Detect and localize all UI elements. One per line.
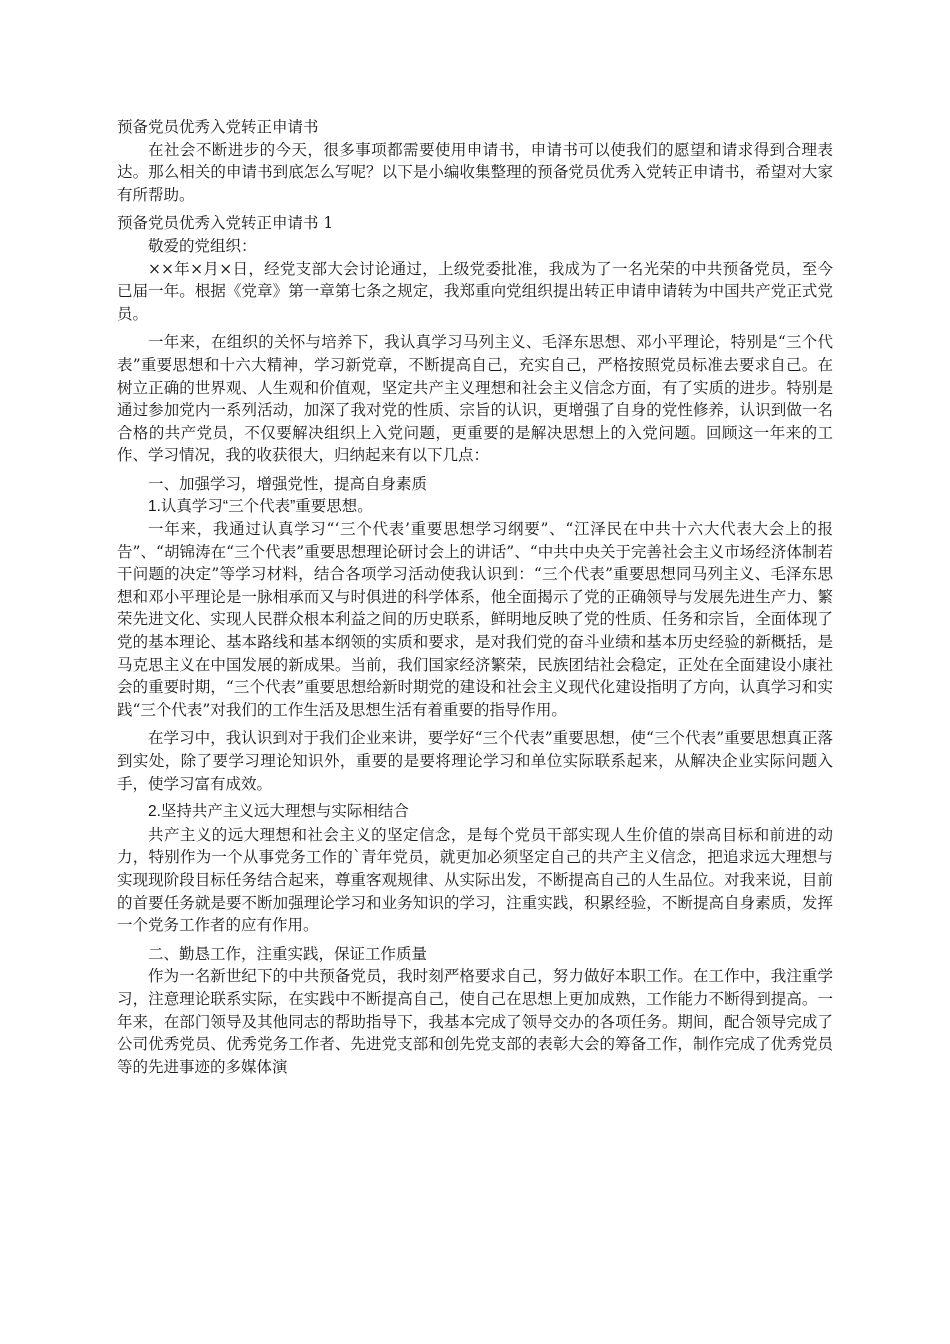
intro-paragraph: 在社会不断进步的今天，很多事项都需要使用申请书，申请书可以使我们的愿望和请求得到合理表达。那么相关的申请书到底怎么写呢？以下是小编收集整理的预备党员优秀入党转正申请书，希望对大家有所帮助。 bbox=[117, 140, 833, 204]
paragraph-1: ××年×月×日，经党支部大会讨论通过，上级党委批准，我成为了一名光荣的中共预备党员，至今已届一年。根据《党章》第一章第七条之规定，我郑重向党组织提出转正申请申请转为中国共产党正式党员。 bbox=[117, 259, 833, 323]
section-heading-1: 一、加强学习，增强党性，提高自身素质 bbox=[148, 474, 428, 493]
paragraph-6: 作为一名新世纪下的中共预备党员，我时刻严格要求自己，努力做好本职工作。在工作中，我注重学习，注意理论联系实际，在实践中不断提高自己，使自己在思想上更加成熟，工作能力不断得到提高。一年来，在部门领导及其他同志的帮助指导下，我基本完成了领导交办的各项任务。期间，配合领导完成了公司优秀党员、优秀党务工作者、先进党支部和创先党支部的表彰大会的筹备工作，制作完成了优秀党员等的先进事迹的多媒体演 bbox=[117, 967, 833, 1076]
salutation: 敬爱的党组织： bbox=[148, 236, 257, 255]
paragraph-5: 共产主义的远大理想和社会主义的坚定信念，是每个党员干部实现人生价值的崇高目标和前进的动力，特别作为一个从事党务工作的`青年党员，就更加必须坚定自己的共产主义信念，把追求远大理想与实现现阶段目标任务结合起来，尊重客观规律、从实际出发，不断提高自己的人生品位。对我来说，目前的首要任务就是要不断加强理论学习和业务知识的学习，注重实践，积累经验，不断提高自身素质，发挥一个党务工作者的应有作用。 bbox=[117, 825, 833, 935]
document-page bbox=[117, 116, 833, 1078]
paragraph-3: 一年来，我通过认真学习“‘三个代表’重要思想学习纲要”、“江泽民在中共十六大代表大会上的报告”、“胡锦涛在“三个代表”重要思想理论研讨会上的讲话”、“中共中央关于完善社会主义市场经济体制若干问题的决定”等学习材料，结合各项学习活动使我认识到：“三个代表”重要思想同马列主义、毛泽东思想和邓小平理论是一脉相承而又与时俱进的科学体系，他全面揭示了党的正确领导与发展先进生产力、繁荣先进文化、实现人民群众根本利益之间的历史联系，鲜明地反映了党的性质、任务和宗旨，全面体现了党的基本理论、基本路线和基本纲领的实质和要求，是对我们党的奋斗业绩和基本历史经验的新概括，是马克思主义在中国发展的新成果。当前，我们国家经济繁荣，民族团结社会稳定，正处在全面建设小康社会的重要时期，“三个代表”重要思想给新时期党的建设和社会主义现代化建设指明了方向，认真学习和实践“三个代表”对我们的工作生活及思想生活有着重要的指导作用。 bbox=[117, 520, 833, 719]
subsection-heading-2: 2.坚持共产主义远大理想与实际相结合 bbox=[148, 803, 409, 821]
application-subtitle: 预备党员优秀入党转正申请书 1 bbox=[117, 214, 334, 233]
paragraph-2: 一年来，在组织的关怀与培养下，我认真学习马列主义、毛泽东思想、邓小平理论，特别是“三个代表”重要思想和十六大精神，学习新党章，不断提高自己，充实自己，严格按照党员标准去要求自己。在树立正确的世界观、人生观和价值观，坚定共产主义理想和社会主义信念方面，有了实质的进步。特别是通过参加党内一系列活动，加深了我对党的性质、宗旨的认识，更增强了自身的党性修养，认识到做一名合格的共产党员，不仅要解决组织上入党问题，更重要的是解决思想上的入党问题。回顾这一年来的工作、学习情况，我的收获很大，归纳起来有以下几点： bbox=[117, 333, 833, 465]
document-title: 预备党员优秀入党转正申请书 bbox=[117, 118, 319, 136]
subsection-heading-1: 1.认真学习“三个代表”重要思想。 bbox=[148, 497, 373, 515]
paragraph-4: 在学习中，我认识到对于我们企业来讲，要学好“三个代表”重要思想，使“三个代表”重要思想真正落到实处，除了要学习理论知识外，重要的是要将理论学习和单位实际联系起来，从解决企业实际问题入手，使学习富有成效。 bbox=[117, 729, 833, 793]
section-heading-2: 二、勤恳工作，注重实践，保证工作质量 bbox=[148, 944, 428, 963]
